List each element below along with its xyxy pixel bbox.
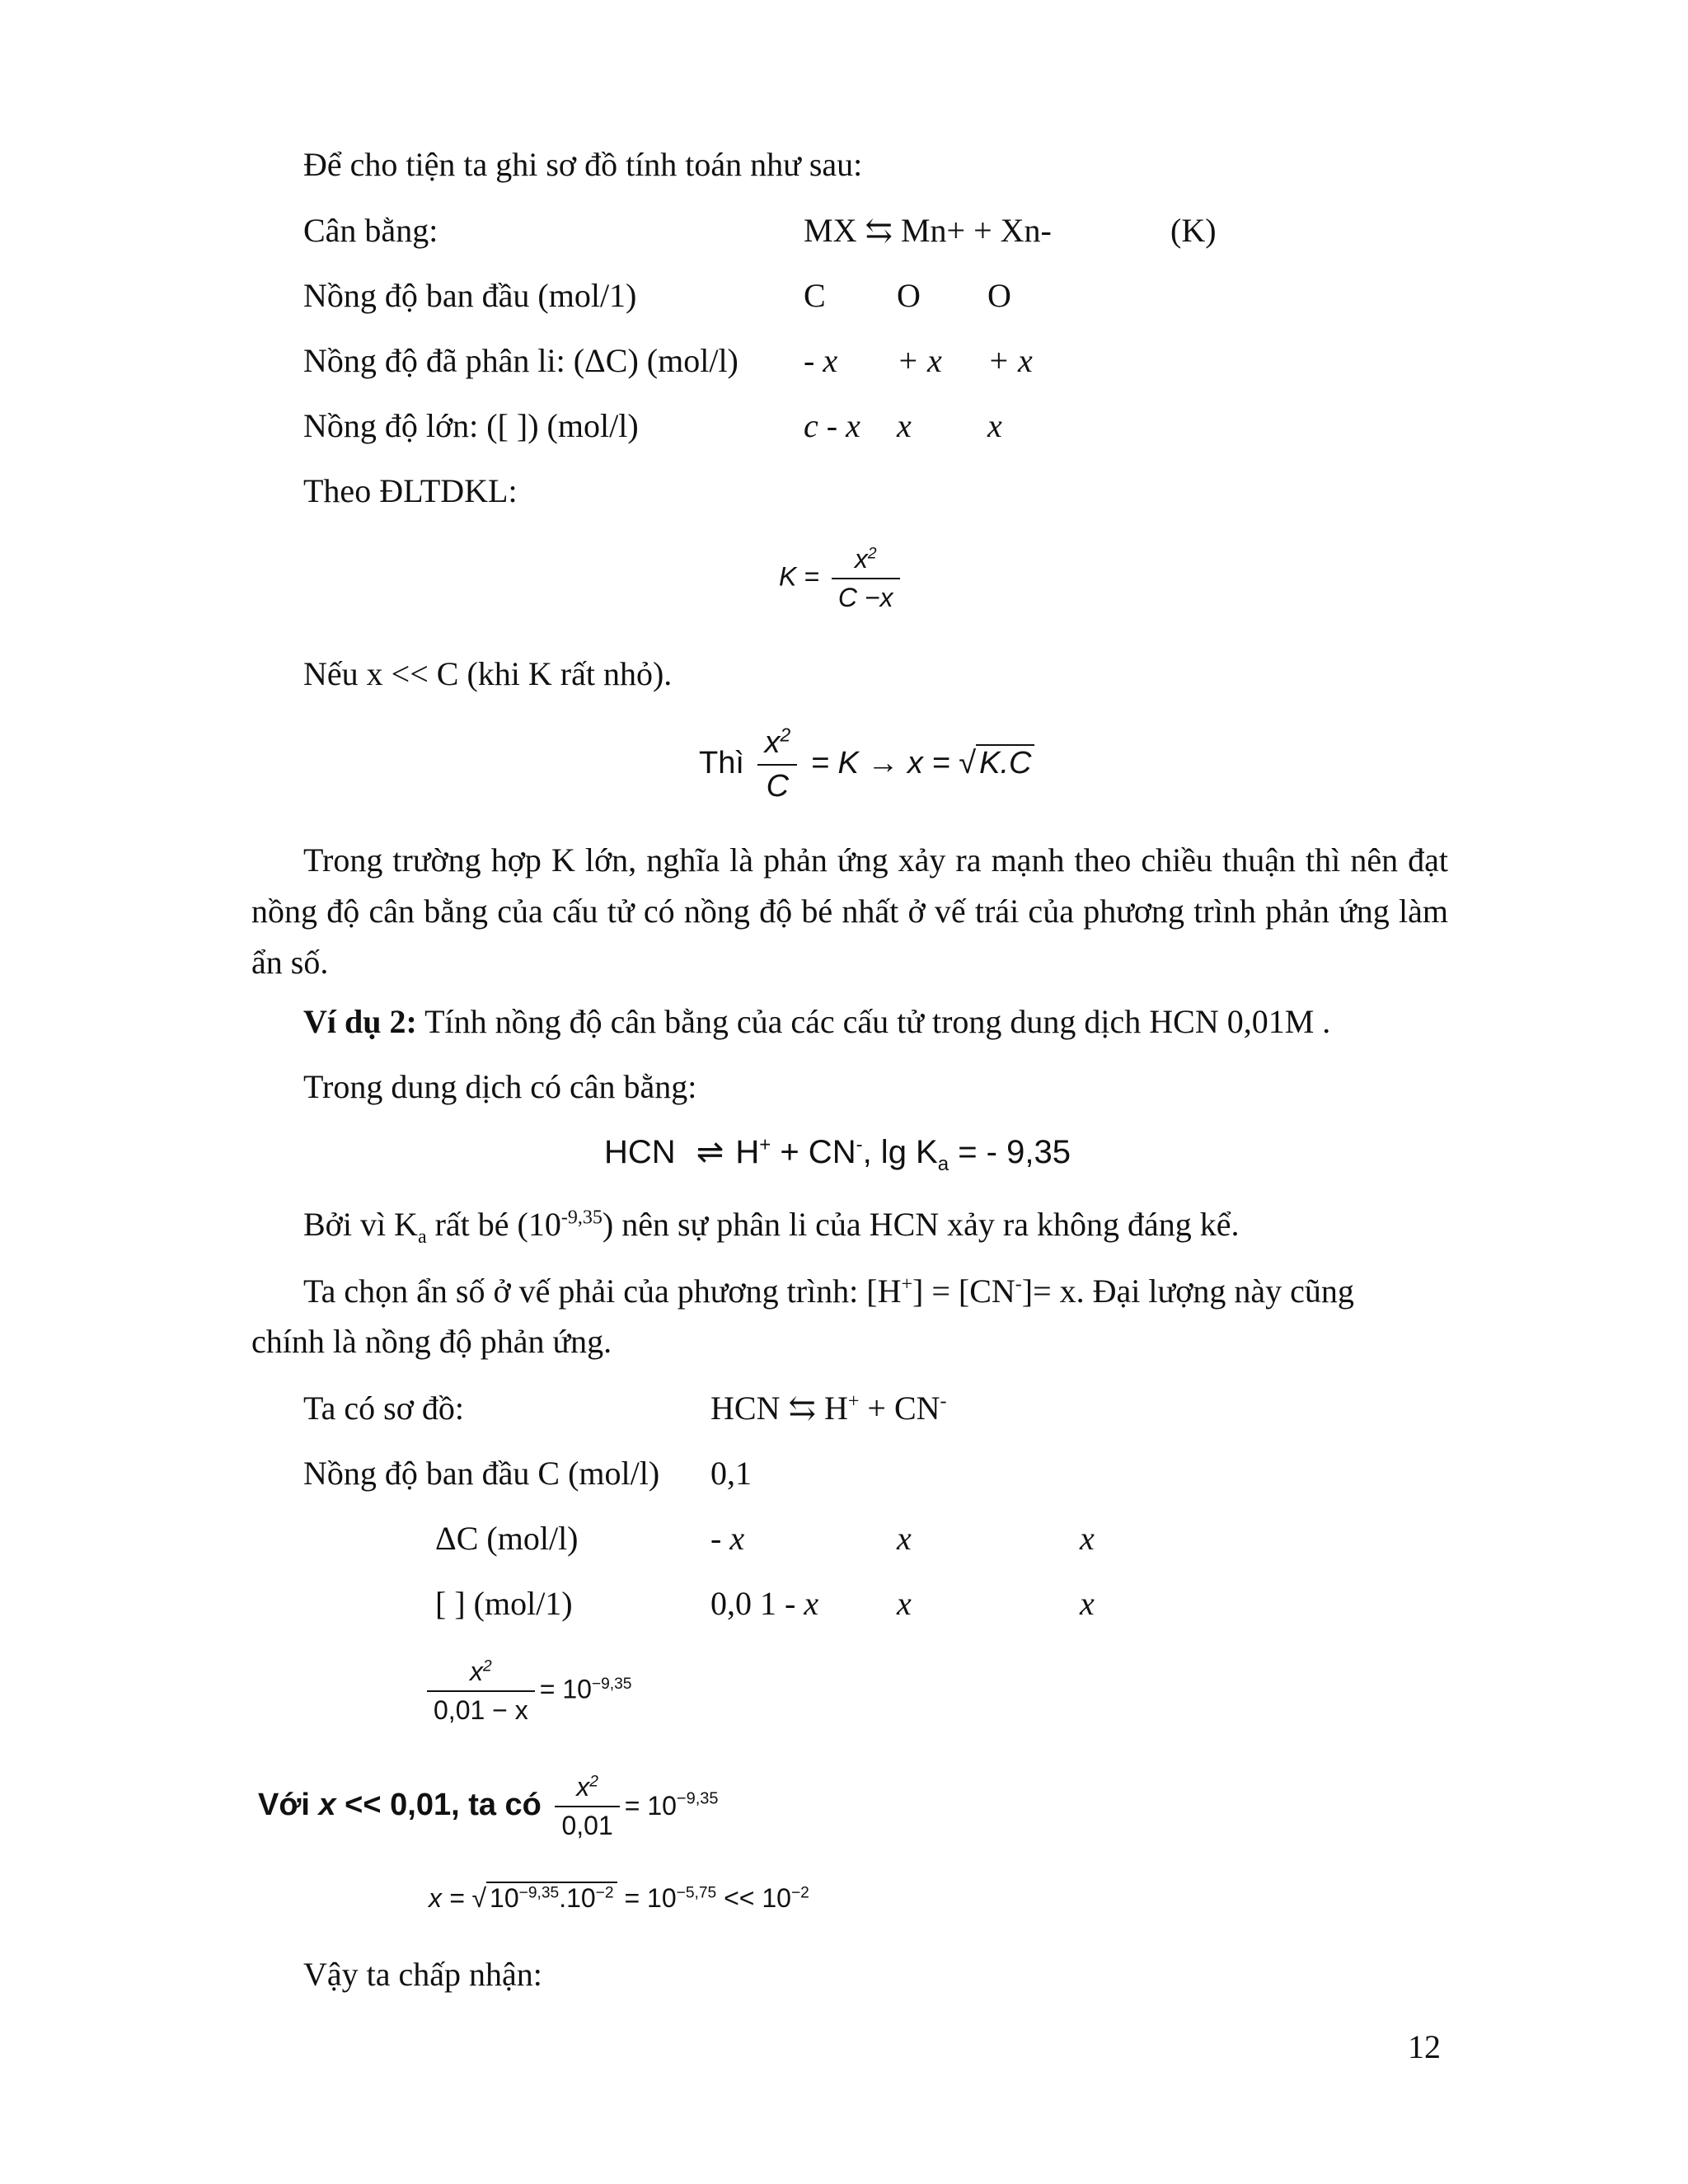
table1-row3-c2: + x: [897, 342, 942, 379]
table1-row3-c1: - x: [804, 342, 838, 379]
table2-row4-c1b: x: [804, 1585, 819, 1622]
boi-b: rất bé (10: [426, 1206, 561, 1243]
eq1-lhs: K =: [779, 561, 819, 592]
eq1-num-sup: 2: [867, 545, 877, 563]
example-2-label: Ví dụ 2:: [303, 1003, 417, 1040]
boi-vi-line: [303, 1205, 1240, 1248]
eq6-rad-a: 10: [490, 1883, 519, 1913]
eq6-c-sup: −2: [790, 1884, 809, 1902]
eq5-num-sup: 2: [589, 1773, 598, 1791]
paragraph-k-large: Trong trường hợp K lớn, nghĩa là phản ứng xảy ra mạnh theo chiều thuận thì nên đạt nồng độ cân bằng của cấu tử có nồng độ bé nhất ở vế trái của phương trình phản ứng làm ẩn số.: [251, 841, 1448, 981]
table2-row4-label: [ ] (mol/1): [435, 1585, 573, 1622]
eq3-hcn: HCN: [604, 1134, 676, 1170]
table2-row3-label: ΔC (mol/l): [435, 1520, 579, 1557]
equation-thi: Thì $\frac{x^2}{C}$ = K → x = √ K.C: [699, 725, 1034, 804]
table2-eq-sup2: -: [940, 1390, 947, 1413]
ta-chon-a-sup: +: [901, 1273, 912, 1296]
eq4-rhs: = 10: [539, 1674, 592, 1704]
equation-fraction-001: [422, 1657, 631, 1726]
boi-a-sub: a: [417, 1226, 427, 1248]
table2-eq-b: + CN: [859, 1390, 940, 1427]
eq6-rad-sup2: −2: [595, 1884, 614, 1902]
table2-row3-c3: x: [1080, 1520, 1095, 1557]
table2-row4-c2: x: [897, 1585, 912, 1622]
ta-chon-b-sup: -: [1015, 1273, 1022, 1296]
eq3-lgk: , lg K: [862, 1134, 938, 1170]
eq6-b-sup: −5,75: [676, 1884, 717, 1902]
table2-row2-label: Nồng độ ban đầu C (mol/l): [303, 1455, 660, 1492]
eq2-thi: Thì: [699, 746, 744, 781]
eq4-num-sup: 2: [483, 1657, 492, 1675]
eq3-cn-sup: -: [856, 1133, 863, 1156]
equation-voi-x: [258, 1772, 719, 1841]
eq4-den: 0,01 − x: [427, 1690, 535, 1726]
eq3-value: = - 9,35: [949, 1134, 1071, 1170]
table2-row4-c1a: 0,0 1 -: [710, 1585, 804, 1622]
eq2-den: C: [757, 764, 797, 804]
eq6-b: = 10: [617, 1883, 677, 1913]
eq6-rad-sup1: −9,35: [518, 1884, 560, 1902]
boi-c: ) nên sự phân li của HCN xảy ra không đáng kể.: [602, 1206, 1240, 1243]
table1-row2-c1: C: [804, 277, 826, 314]
trong-dung-dich-text: Trong dung dịch có cân bằng:: [303, 1068, 697, 1105]
eq4-rhs-sup: −9,35: [591, 1675, 632, 1693]
equation-k: [779, 544, 905, 613]
ta-chon-a: Ta chọn ẩn số ở vế phải của phương trình: [H: [303, 1272, 902, 1310]
table1-row3-label: Nồng độ đã phân li: (ΔC) (mol/l): [303, 342, 738, 379]
table1-row2-c2: O: [897, 277, 921, 314]
intro-text: Để cho tiện ta ghi sơ đồ tính toán như sau:: [303, 146, 863, 183]
eq3-h-sup: +: [759, 1133, 771, 1156]
table1-row2-label: Nồng độ ban đầu (mol/1): [303, 277, 637, 314]
eq2-rad: K.C: [976, 744, 1034, 780]
table1-k: (K): [1170, 212, 1217, 249]
example-2-line: [303, 1002, 1330, 1042]
table2-eq-sup1: +: [847, 1390, 860, 1413]
example-2-text: Tính nồng độ cân bằng của các cấu tử trong dung dịch HCN 0,01M .: [416, 1003, 1331, 1040]
eq2-num: x: [764, 725, 781, 760]
table2-row3-c2: x: [897, 1520, 912, 1557]
boi-a: Bởi vì K: [303, 1206, 418, 1243]
eq6-c: << 10: [716, 1883, 791, 1913]
page-number: 12: [1408, 2028, 1441, 2065]
eq5-rhs-sup: −9,35: [676, 1789, 719, 1808]
eq5-num: x: [576, 1772, 590, 1802]
ta-chon-line1: [303, 1272, 1354, 1311]
eq5-x: x: [318, 1788, 336, 1823]
boi-b-sup: -9,35: [560, 1207, 603, 1229]
table2-eq-a: HCN ⇆ H: [710, 1390, 848, 1427]
table2-row4-c3: x: [1080, 1585, 1095, 1622]
equation-hcn: [604, 1133, 1071, 1175]
eq2-rest: = K → x =: [810, 746, 950, 781]
eq5-den: 0,01: [555, 1806, 619, 1841]
eq2-num-sup: 2: [780, 724, 791, 746]
eq4-num: x: [470, 1657, 484, 1686]
eq3-lgk-sub: a: [937, 1153, 950, 1175]
table2-row4-c1: [710, 1584, 818, 1624]
theo-text: Theo ĐLTDKL:: [303, 472, 518, 509]
equation-x-sqrt: x = √ $10^{-9,35}.10^{-2} = 10^{-5,75} << 10^{-2}$: [429, 1883, 809, 1913]
table2-row3-c1: - x: [710, 1520, 745, 1557]
eq3-arrow: ⇌: [696, 1134, 724, 1170]
table1-row4-c3: x: [987, 407, 1002, 444]
table2-row2-c1: 0,1: [710, 1455, 752, 1492]
eq1-num: x: [854, 544, 868, 574]
eq6-a: x =: [429, 1883, 472, 1913]
eq1-den: C −x: [832, 578, 900, 613]
ta-chon-line2: chính là nồng độ phản ứng.: [251, 1323, 612, 1360]
table1-equation: MX ⇆ Mn+ + Xn-: [804, 212, 1052, 249]
eq5-rhs: = 10: [624, 1791, 677, 1821]
table1-row4-c1: c - x: [804, 407, 860, 444]
neu-text: Nếu x << C (khi K rất nhỏ).: [303, 655, 673, 692]
table1-row1-label: Cân bằng:: [303, 212, 438, 249]
table1-row3-c3: + x: [987, 342, 1033, 379]
ta-chon-b: ] = [CN: [912, 1272, 1015, 1310]
table2-equation: [710, 1389, 947, 1428]
vay-text: Vậy ta chấp nhận:: [303, 1956, 542, 1993]
eq5-a: Với: [258, 1788, 319, 1823]
eq3-cn: + CN: [771, 1134, 856, 1170]
table1-row4-c2: x: [897, 407, 912, 444]
eq3-h: H: [735, 1134, 760, 1170]
table2-row1-label: Ta có sơ đồ:: [303, 1390, 464, 1427]
ta-chon-c: ]= x. Đại lượng này cũng: [1021, 1272, 1354, 1310]
eq5-b: << 0,01, ta có: [335, 1788, 542, 1823]
eq6-rad-b: .10: [559, 1883, 596, 1913]
table1-row2-c3: O: [987, 277, 1011, 314]
table1-row4-label: Nồng độ lớn: ([ ]) (mol/l): [303, 407, 639, 444]
